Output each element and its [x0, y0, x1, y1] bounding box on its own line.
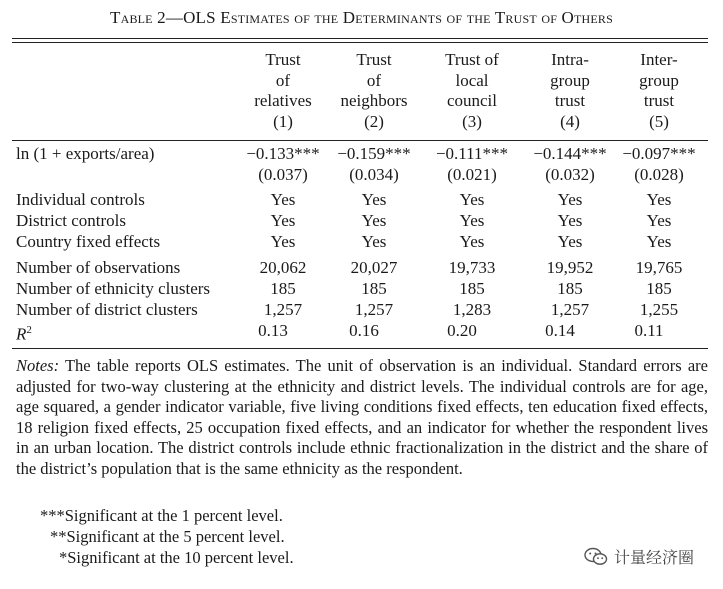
table-row [16, 143, 708, 164]
header-rule [12, 140, 708, 141]
cell: 185 [646, 279, 672, 298]
cell: 1,283 [452, 300, 492, 319]
cell: (0.028) [634, 165, 684, 184]
table-row [16, 164, 708, 185]
row-label: Country fixed effects [16, 232, 161, 251]
cell: 185 [557, 279, 583, 298]
cell: −0.159*** [337, 144, 411, 163]
cell: 185 [270, 279, 296, 298]
row-label: Individual controls [16, 190, 145, 209]
cell: −0.097*** [622, 144, 696, 163]
table-notes: Notes: The table reports OLS estimates. The unit of observation is an individual. Standard errors are adjusted for two-way clustering at the ethnicity and district levels. The individual controls are for age, age squared, a gender indicator variable, five living conditions fixed effects, ten education fixed effects, 18 religion fixed effects, 25 occupation fixed effects, and an indicator for whether the respondent lives in an urban location. The district controls include ethnic fractionalization in the district and the share of the district’s population that is the same ethnicity as the respondent. [16, 356, 708, 478]
cell: (0.034) [349, 165, 399, 184]
cell: 0.11 [634, 321, 664, 340]
cell: 19,952 [546, 258, 594, 277]
significance-note-2: **Significant at the 5 percent level. [50, 527, 285, 546]
cell: 19,733 [448, 258, 496, 277]
table-row [16, 210, 708, 231]
cell: (0.037) [258, 165, 308, 184]
cell: 20,027 [350, 258, 398, 277]
cell: 185 [361, 279, 387, 298]
cell: 1,255 [639, 300, 679, 319]
top-rule-inner [12, 42, 708, 43]
cell: (0.021) [447, 165, 497, 184]
watermark-text: 计量经济圈 [614, 548, 695, 567]
table-title: Table 2—OLS Estimates of the Determinants of the Trust of Others [110, 8, 613, 27]
bottom-rule [12, 348, 708, 349]
cell: Yes [270, 232, 296, 251]
col-header-5: Inter- group trust (5) [639, 50, 679, 131]
row-label: Number of district clusters [16, 300, 198, 319]
cell: 0.20 [447, 321, 477, 340]
cell: −0.144*** [533, 144, 607, 163]
col-header-4: Intra- group trust (4) [550, 50, 590, 131]
table-row [16, 231, 708, 252]
cell: 0.14 [545, 321, 575, 340]
table-row [16, 299, 708, 320]
table-row [16, 189, 708, 210]
wechat-icon [584, 547, 608, 567]
cell: Yes [646, 211, 672, 230]
row-label: $R^2$ [16, 324, 32, 344]
cell: 0.13 [258, 321, 288, 340]
significance-note-3: *Significant at the 10 percent level. [59, 548, 294, 567]
cell: −0.111*** [435, 144, 509, 163]
cell: 185 [459, 279, 485, 298]
row-label: Number of observations [16, 258, 181, 277]
cell: 1,257 [354, 300, 394, 319]
cell: 20,062 [259, 258, 307, 277]
cell: Yes [270, 211, 296, 230]
watermark [584, 545, 694, 568]
table-row [16, 320, 708, 344]
col-header-2: Trust of neighbors (2) [340, 50, 408, 131]
cell: 1,257 [550, 300, 590, 319]
top-rule [12, 38, 708, 39]
table-row [16, 257, 708, 278]
cell: Yes [361, 211, 387, 230]
cell: Yes [557, 232, 583, 251]
row-label: District controls [16, 211, 127, 230]
cell: Yes [646, 232, 672, 251]
significance-note-1: ***Significant at the 1 percent level. [40, 506, 283, 525]
row-label: Number of ethnicity clusters [16, 279, 211, 298]
cell: 0.16 [349, 321, 379, 340]
cell: Yes [361, 190, 387, 209]
cell: Yes [361, 232, 387, 251]
cell: (0.032) [545, 165, 595, 184]
cell: Yes [646, 190, 672, 209]
cell: −0.133*** [246, 144, 320, 163]
col-header-1: Trust of relatives (1) [254, 50, 312, 131]
cell: Yes [557, 190, 583, 209]
col-header-3: Trust of local council (3) [445, 50, 499, 131]
cell: 19,765 [635, 258, 683, 277]
cell: Yes [459, 190, 485, 209]
cell: 1,257 [263, 300, 303, 319]
row-label: ln (1 + exports/area) [16, 144, 155, 163]
cell: Yes [270, 190, 296, 209]
table-row [16, 278, 708, 299]
cell: Yes [459, 211, 485, 230]
cell: Yes [557, 211, 583, 230]
cell: Yes [459, 232, 485, 251]
